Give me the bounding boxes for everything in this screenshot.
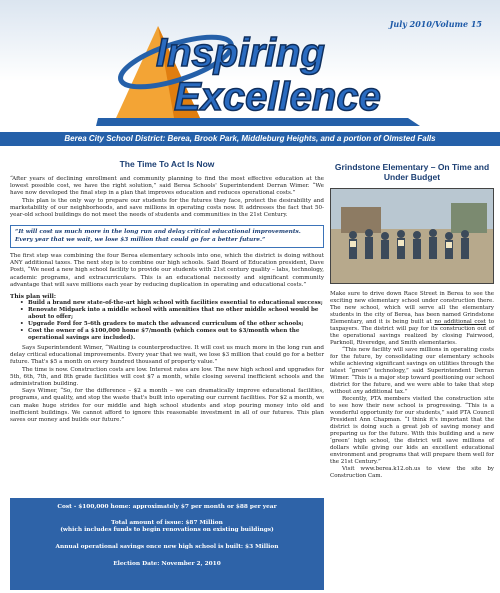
paragraph-3: The first step was combining the four Berea elementary schools into one, which the district is doing without ANY additional taxes. The next step is to combine our high schools. Said Board of Education president, Dave Posti, “We need a new high school facility to provide our students with 21st century quality – labs, technology, academic programs, and extracurriculars. This is an educational necessity and significant community advantage that will save millions each year by reducing duplication in operating and educational costs.” bbox=[10, 253, 324, 288]
sidebar-paragraph-1 bbox=[330, 291, 494, 347]
sidebar-paragraph-4: Visit www.berea.k12.oh.us to view the site by Construction Cam. bbox=[330, 466, 494, 479]
fact-election-date: Election Date: November 2, 2010 bbox=[113, 560, 221, 567]
intro-paragraph: “After years of declining enrollment and community planning to find the most effective education at the lowest possible cost, we have the right solution,” said Berea Schools' Superintendent Derran Wimer. “We have now developed the final step in a plan that improves education and reduces operational costs.” bbox=[10, 176, 324, 197]
sidebar-text: “This new facility will save millions in operating costs for the future, by consolidating our elementary schools while achieving significant savings on utilities through the latest “green” technology,” said Superintendent Derran Wimer. “This is a major step toward positioning our school district for the future, and we were able to take that step without bbox=[330, 347, 494, 395]
sidebar-title: Grindstone Elementary – On Time and Under Budget bbox=[334, 162, 490, 182]
paragraph-6: Says Wimer, “So, for the difference – $2 a month – we can dramatically improve educational facilities, programs, and quality, and stop the waste that's built into operating our current facilities. For $2 a month, we can make huge strides for our middle and high school students and stop pouring money into old and inefficient buildings. We cannot afford to ignore this reasonable investment in all of our futures. This plan saves our money and builds our future.” bbox=[10, 388, 324, 424]
logo-line2: Excellence bbox=[174, 75, 381, 119]
plan-item: • Upgrade Ford for 5-6th graders to match the advanced curriculum of the other schools; bbox=[20, 321, 324, 328]
facts-box bbox=[10, 498, 324, 590]
fact-total-note: (which includes funds to begin renovations on existing buildings) bbox=[60, 527, 274, 534]
fact-total: Total amount of issue: $87 Million bbox=[111, 520, 223, 527]
plan-title: This plan will: bbox=[10, 294, 56, 301]
plan-list bbox=[20, 300, 324, 342]
paragraph-5: The time is now. Construction costs are low. Interest rates are low. The new high school and upgrades for 5th, 6th, 7th, and 8th grade facilities will cost $7 a month, while closing several inefficient schools and the administration building. bbox=[10, 366, 324, 388]
pull-quote: “It will cost us much more in the long run and delay critical educational improvements. Every year that we wait, we lose $3 million that could go for a better future.” bbox=[10, 225, 324, 248]
masthead bbox=[0, 0, 500, 148]
logo bbox=[96, 22, 426, 134]
sidebar-emphasis: any bbox=[353, 389, 363, 395]
plan-item: • Build a brand new state-of-the-art high school with facilities essential to educational success; bbox=[20, 300, 324, 307]
right-column bbox=[330, 148, 494, 593]
plan-item: • Cost the owner of a $100,000 home $7/month (which comes out to $3/month when the operational savings are included). bbox=[20, 328, 324, 342]
paragraph-2: This plan is the only way to prepare our students for the futures they face, protect the desirability and marketability of our neighborhoods, and save millions in operating costs now. It addresses the fact that 50-year-old school buildings do not meet the needs of students and communities in the 21st Century. bbox=[10, 197, 324, 219]
plan-item: • Renovate Midpark into a middle school with amenities that no other middle school would be about to offer; bbox=[20, 307, 324, 321]
sidebar-paragraph-3: Recently, PTA members visited the construction site to see how their new school is progressing. “This is a wonderful opportunity for our students,” said PTA Council President Ann Chapman. “I think it's important that the district is doing such a great job of saving money and preparing us for the future. With this building and a new ‘green’ high school, the district will save millions of dollars while giving our kids an excellent educational environment and programs that will prepare them well for the 21st Century.” bbox=[330, 396, 494, 465]
left-column bbox=[10, 148, 324, 593]
issue-label: July 2010/Volume 15 bbox=[389, 19, 482, 29]
construction-photo bbox=[330, 188, 494, 284]
sidebar-paragraph-2 bbox=[330, 347, 494, 396]
paragraph-4: Says Superintendent Wimer, “Waiting is counterproductive. It will cost us much more in the long run and delay critical educational improvements. Every year that we wait, we lose $3 million that could go for a better future. That's $5 a month on every hundred thousand of property value.” bbox=[10, 345, 324, 366]
sidebar-text: to taxpayers. The district will pay for its construction out of the operational savings realized by closing Fairwood, Parknoll, Riveredge, and Smith elementaries. bbox=[330, 319, 494, 346]
fact-savings: Annual operational savings once new high school is built: $3 Million bbox=[55, 543, 279, 550]
district-caption: Berea City School District: Berea, Brook Park, Middleburg Heights, and a portion of Olmsted Falls bbox=[0, 132, 500, 146]
sidebar-text: additional tax.” bbox=[362, 389, 408, 395]
article-title: The Time To Act Is Now bbox=[119, 159, 215, 169]
sidebar-emphasis: no additional cost bbox=[434, 319, 486, 325]
logo-line1: Inspiring bbox=[156, 31, 325, 75]
sidebar-text: Make sure to drive down Race Street in Berea to see the exciting new elementary school under construction there. The new school, which will serve all the elementary students in the city of Berea, has been named Grindstone Elementary, and it is being built at bbox=[330, 291, 494, 325]
fact-cost: Cost - $100,000 home: approximately $7 per month or $88 per year bbox=[57, 504, 277, 510]
